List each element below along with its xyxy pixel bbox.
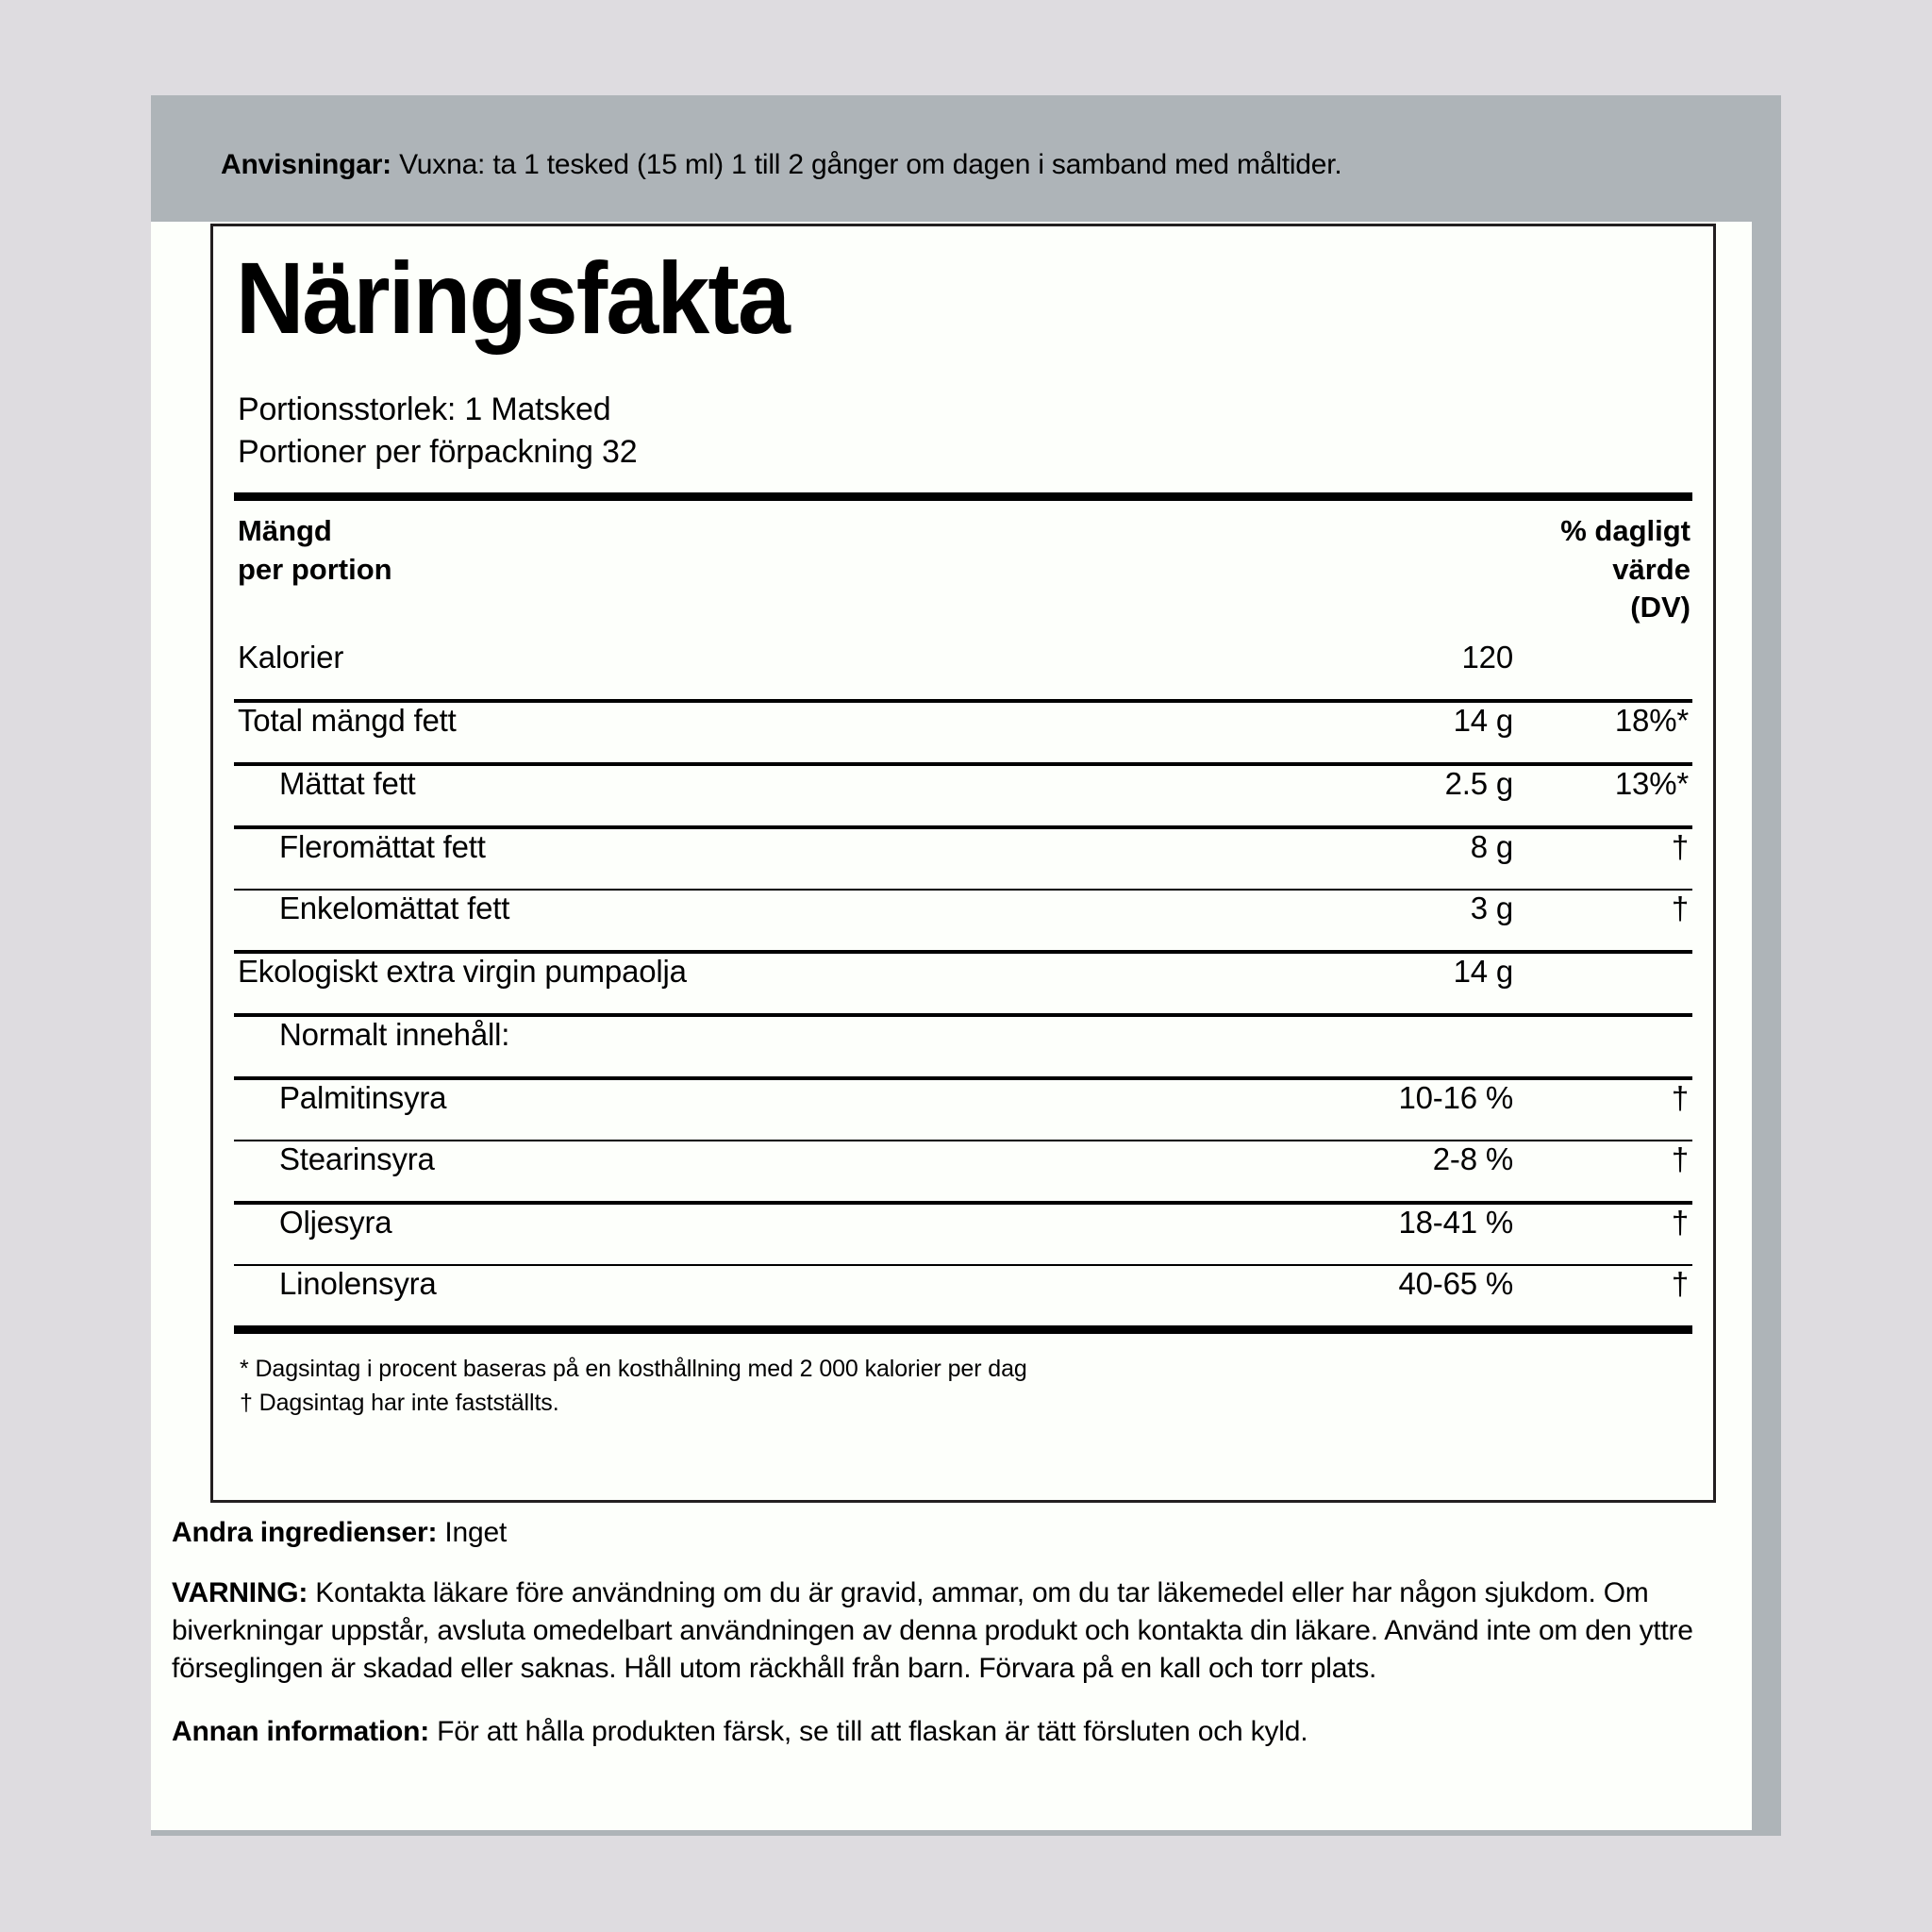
nutrient-amount: 120: [1461, 640, 1513, 675]
nutrient-amount: 3 g: [1470, 891, 1513, 926]
nutrient-name: Mättat fett: [279, 766, 416, 802]
other-information-text: För att hålla produkten färsk, se till att flaskan är tätt försluten och kyld.: [429, 1716, 1308, 1747]
nutrient-name: Enkelomättat fett: [279, 891, 510, 926]
warning-label: VARNING:: [172, 1577, 308, 1608]
table-column-headers: [234, 501, 1692, 640]
nutrient-row: [234, 1080, 1692, 1140]
warning-text: Kontakta läkare före användning om du är gravid, ammar, om du tar läkemedel eller har någon sjukdom. Om biverkningar uppstår, avsluta omedelbart användningen av denna produkt och kontakta din läkare. Använd inte om den yttre förseglingen är skadad eller saknas. Håll utom räckhåll från barn. Förvara på en kall och torr plats.: [172, 1577, 1693, 1684]
other-information-label: Annan information:: [172, 1716, 430, 1747]
nutrient-amount: 18-41 %: [1398, 1205, 1513, 1241]
serving-size: Portionsstorlek: 1 Matsked: [238, 391, 611, 427]
nutrient-daily-value: 18%*: [1614, 703, 1689, 739]
nutrient-row: [234, 1017, 1692, 1076]
nutrition-facts-panel: [210, 224, 1716, 1503]
dv-header-line2: värde: [1612, 552, 1690, 586]
nutrient-row: [234, 829, 1692, 889]
nutrient-name: Oljesyra: [279, 1205, 392, 1241]
nutrient-amount: 40-65 %: [1398, 1266, 1513, 1302]
nutrient-name: Normalt innehåll:: [279, 1017, 510, 1053]
nutrient-row: [234, 1141, 1692, 1201]
other-ingredients-text: Inget: [437, 1517, 508, 1548]
nutrient-daily-value: 13%*: [1614, 766, 1689, 802]
nutrient-name: Palmitinsyra: [279, 1080, 447, 1116]
nutrient-amount: 2.5 g: [1444, 766, 1513, 802]
nutrient-row: [234, 954, 1692, 1013]
amount-header-line1: Mängd: [238, 514, 332, 548]
nutrient-amount: 10-16 %: [1398, 1080, 1513, 1116]
nutrient-row: [234, 1205, 1692, 1264]
nutrient-daily-value: †: [1671, 829, 1689, 865]
rule-divider-thick-top: [234, 492, 1692, 501]
nutrient-daily-value: †: [1671, 891, 1689, 926]
nutrient-row: [234, 703, 1692, 762]
serving-info: [234, 349, 1692, 474]
dv-header-line1: % dagligt: [1560, 514, 1690, 548]
other-ingredients-line: [172, 1515, 1728, 1551]
nutrient-amount: 2-8 %: [1432, 1141, 1513, 1177]
nutrient-name: Ekologiskt extra virgin pumpaolja: [238, 954, 687, 990]
nutrient-row: [234, 640, 1692, 699]
nutrient-name: Fleromättat fett: [279, 829, 486, 865]
nutrient-name: Kalorier: [238, 640, 344, 675]
rule-divider-thick-bottom: [234, 1325, 1692, 1334]
nutrient-row: [234, 1266, 1692, 1325]
label-card: [151, 222, 1752, 1830]
nutrient-amount: 8 g: [1470, 829, 1513, 865]
amount-per-serving-header: [238, 512, 392, 589]
other-ingredients-label: Andra ingredienser:: [172, 1517, 438, 1548]
directions-text: Vuxna: ta 1 tesked (15 ml) 1 till 2 gånger om dagen i samband med måltider.: [391, 149, 1342, 180]
directions-line: [221, 148, 1730, 182]
nutrient-rows: [234, 640, 1692, 1334]
nutrition-facts-title: Näringsfakta: [235, 241, 789, 355]
nutrient-daily-value: †: [1671, 1080, 1689, 1116]
nutrient-name: Stearinsyra: [279, 1141, 435, 1177]
nutrient-row: [234, 766, 1692, 825]
footnotes: [234, 1334, 1692, 1420]
amount-header-line2: per portion: [238, 552, 392, 586]
footnote-asterisk: * Dagsintag i procent baseras på en kosthållning med 2 000 kalorier per dag: [240, 1356, 1027, 1383]
nutrient-amount: 14 g: [1453, 954, 1513, 990]
dv-header-line3: (DV): [1630, 591, 1690, 625]
other-information-line: [172, 1714, 1728, 1750]
daily-value-header: [1560, 512, 1692, 626]
nutrient-daily-value: †: [1671, 1205, 1689, 1241]
nutrient-daily-value: †: [1671, 1266, 1689, 1302]
servings-per-container: Portioner per förpackning 32: [238, 434, 638, 471]
nutrient-name: Linolensyra: [279, 1266, 437, 1302]
nutrient-row: [234, 891, 1692, 950]
warning-paragraph: [172, 1574, 1740, 1688]
nutrient-daily-value: †: [1671, 1141, 1689, 1177]
nutrient-name: Total mängd fett: [238, 703, 457, 739]
nutrient-amount: 14 g: [1453, 703, 1513, 739]
footnote-dagger: † Dagsintag har inte fastställts.: [240, 1389, 559, 1416]
directions-label: Anvisningar:: [221, 149, 391, 180]
